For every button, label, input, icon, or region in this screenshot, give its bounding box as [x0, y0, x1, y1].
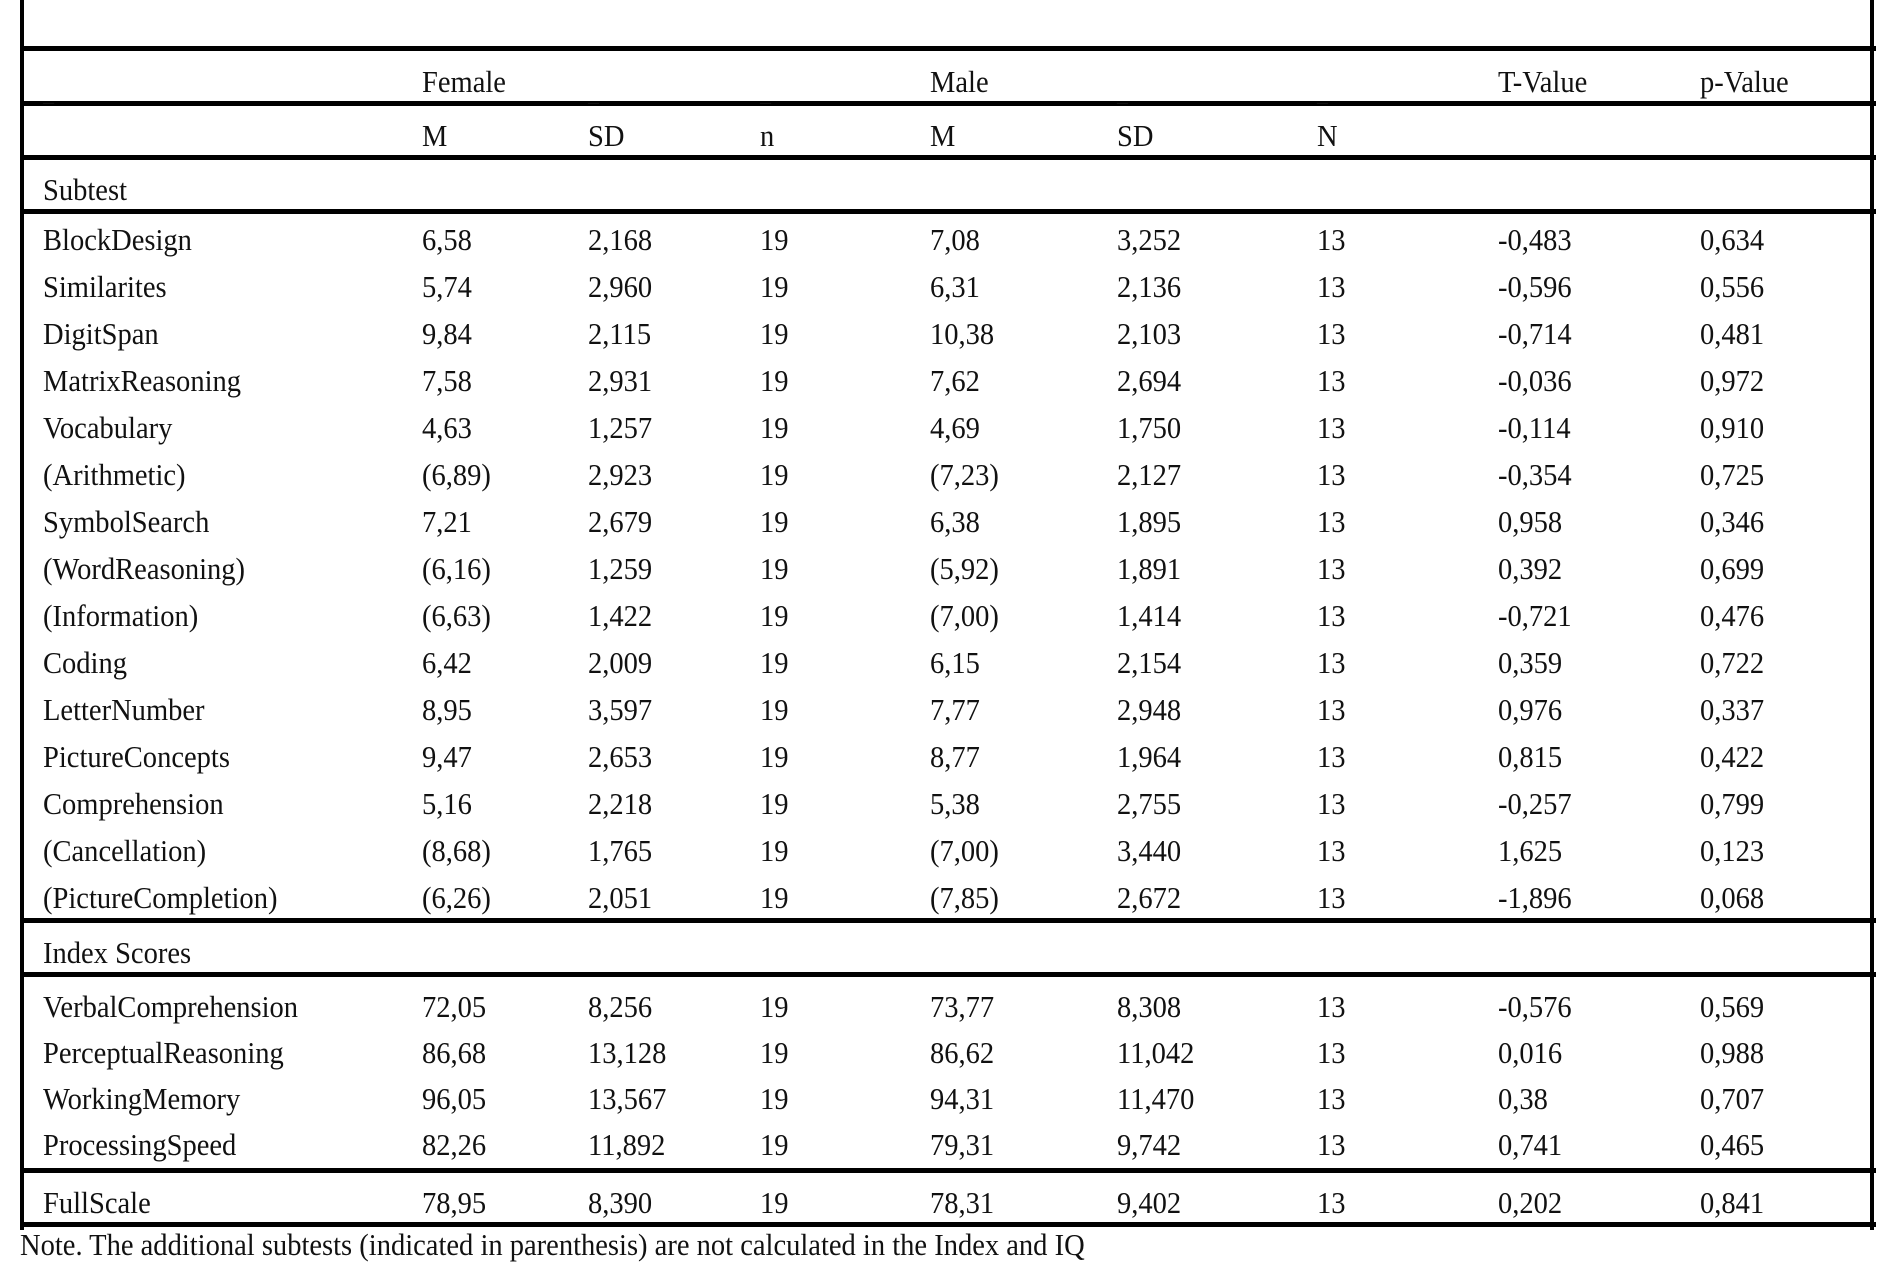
- p-value: 0,725: [1700, 457, 1765, 492]
- placeholder-dash: _: [588, 81, 599, 106]
- row-label: (Information): [43, 598, 199, 633]
- row-label: (WordReasoning): [43, 551, 246, 586]
- p-value: 0,465: [1700, 1127, 1765, 1162]
- t-value: -0,114: [1498, 410, 1571, 445]
- female-n: 19: [760, 222, 789, 257]
- female-sd: 2,168: [588, 222, 653, 257]
- section-title-index-scores: Index Scores: [43, 935, 192, 970]
- female-sd: 8,390: [588, 1185, 653, 1220]
- female-mean: 86,68: [422, 1035, 487, 1070]
- female-n: 19: [760, 739, 789, 774]
- male-n: 13: [1317, 410, 1346, 445]
- t-value: 0,016: [1498, 1035, 1563, 1070]
- male-n: 13: [1317, 269, 1346, 304]
- row-label: VerbalComprehension: [43, 989, 299, 1024]
- male-mean: 7,08: [930, 222, 980, 257]
- male-sd: 2,755: [1117, 786, 1182, 821]
- female-n: 19: [760, 363, 789, 398]
- header-female-n: n: [760, 118, 775, 153]
- female-sd: 3,597: [588, 692, 653, 727]
- placeholder-dash: _: [760, 81, 771, 106]
- t-value: -0,576: [1498, 989, 1572, 1024]
- male-sd: 2,672: [1117, 880, 1182, 915]
- male-n: 13: [1317, 786, 1346, 821]
- p-value: 0,346: [1700, 504, 1765, 539]
- male-mean: 6,15: [930, 645, 980, 680]
- p-value: 0,799: [1700, 786, 1765, 821]
- row-label: (Arithmetic): [43, 457, 186, 492]
- female-n: 19: [760, 1035, 789, 1070]
- header-female-sd: SD: [588, 118, 625, 153]
- male-sd: 1,891: [1117, 551, 1182, 586]
- male-mean: 94,31: [930, 1081, 995, 1116]
- row-label: Coding: [43, 645, 127, 680]
- header-male-n: N: [1317, 118, 1338, 153]
- female-sd: 2,653: [588, 739, 653, 774]
- rule-top: [20, 46, 1876, 51]
- female-sd: 8,256: [588, 989, 653, 1024]
- male-mean: (5,92): [930, 551, 999, 586]
- header-p-value: p-Value: [1700, 64, 1789, 99]
- male-sd: 1,964: [1117, 739, 1182, 774]
- male-mean: (7,23): [930, 457, 999, 492]
- male-n: 13: [1317, 598, 1346, 633]
- t-value: 0,815: [1498, 739, 1563, 774]
- header-female: Female: [422, 64, 506, 99]
- t-value: -0,721: [1498, 598, 1572, 633]
- p-value: 0,337: [1700, 692, 1765, 727]
- male-mean: 5,38: [930, 786, 980, 821]
- t-value: 0,976: [1498, 692, 1563, 727]
- male-sd: 11,470: [1117, 1081, 1195, 1116]
- male-n: 13: [1317, 645, 1346, 680]
- male-n: 13: [1317, 989, 1346, 1024]
- female-mean: (6,63): [422, 598, 491, 633]
- male-sd: 9,742: [1117, 1127, 1182, 1162]
- placeholder-dash: _: [43, 81, 54, 106]
- female-mean: 72,05: [422, 989, 487, 1024]
- t-value: -0,483: [1498, 222, 1572, 257]
- female-sd: 2,218: [588, 786, 653, 821]
- row-label: (Cancellation): [43, 833, 207, 868]
- p-value: 0,972: [1700, 363, 1765, 398]
- t-value: -0,354: [1498, 457, 1572, 492]
- rule-index-section-top: [20, 918, 1876, 923]
- female-n: 19: [760, 1185, 789, 1220]
- male-mean: 78,31: [930, 1185, 995, 1220]
- male-n: 13: [1317, 457, 1346, 492]
- male-mean: (7,00): [930, 833, 999, 868]
- p-value: 0,476: [1700, 598, 1765, 633]
- row-label: MatrixReasoning: [43, 363, 242, 398]
- male-n: 13: [1317, 1185, 1346, 1220]
- header-female-mean: M: [422, 118, 448, 153]
- t-value: 0,202: [1498, 1185, 1563, 1220]
- male-n: 13: [1317, 833, 1346, 868]
- female-mean: 5,74: [422, 269, 472, 304]
- row-label: Similarites: [43, 269, 167, 304]
- p-value: 0,422: [1700, 739, 1765, 774]
- female-n: 19: [760, 410, 789, 445]
- row-label: Vocabulary: [43, 410, 173, 445]
- p-value: 0,634: [1700, 222, 1765, 257]
- section-title-subtest: Subtest: [43, 172, 127, 207]
- female-n: 19: [760, 880, 789, 915]
- female-mean: 82,26: [422, 1127, 487, 1162]
- row-label: LetterNumber: [43, 692, 205, 727]
- male-n: 13: [1317, 504, 1346, 539]
- placeholder-dash: _: [1317, 81, 1328, 106]
- row-label: ProcessingSpeed: [43, 1127, 237, 1162]
- female-sd: 13,128: [588, 1035, 667, 1070]
- female-mean: 9,47: [422, 739, 472, 774]
- female-n: 19: [760, 645, 789, 680]
- male-sd: 3,252: [1117, 222, 1182, 257]
- male-sd: 2,103: [1117, 316, 1182, 351]
- t-value: 0,392: [1498, 551, 1563, 586]
- female-n: 19: [760, 989, 789, 1024]
- t-value: -0,257: [1498, 786, 1572, 821]
- female-sd: 13,567: [588, 1081, 667, 1116]
- p-value: 0,068: [1700, 880, 1765, 915]
- female-mean: 5,16: [422, 786, 472, 821]
- row-label: BlockDesign: [43, 222, 192, 257]
- t-value: -0,714: [1498, 316, 1572, 351]
- t-value: 1,625: [1498, 833, 1563, 868]
- p-value: 0,481: [1700, 316, 1765, 351]
- female-mean: 7,21: [422, 504, 472, 539]
- male-n: 13: [1317, 739, 1346, 774]
- row-label: FullScale: [43, 1185, 151, 1220]
- rule-header-1: [20, 101, 1876, 106]
- t-value: -0,036: [1498, 363, 1572, 398]
- p-value: 0,722: [1700, 645, 1765, 680]
- male-sd: 2,154: [1117, 645, 1182, 680]
- female-mean: (6,16): [422, 551, 491, 586]
- p-value: 0,699: [1700, 551, 1765, 586]
- female-sd: 1,765: [588, 833, 653, 868]
- male-mean: 7,62: [930, 363, 980, 398]
- female-mean: (8,68): [422, 833, 491, 868]
- t-value: 0,958: [1498, 504, 1563, 539]
- row-label: Comprehension: [43, 786, 224, 821]
- header-male-sd: SD: [1117, 118, 1154, 153]
- male-sd: 1,750: [1117, 410, 1182, 445]
- row-label: SymbolSearch: [43, 504, 210, 539]
- female-mean: 96,05: [422, 1081, 487, 1116]
- female-mean: 7,58: [422, 363, 472, 398]
- p-value: 0,569: [1700, 989, 1765, 1024]
- male-mean: 86,62: [930, 1035, 995, 1070]
- header-male-mean: M: [930, 118, 956, 153]
- female-n: 19: [760, 504, 789, 539]
- row-label: PictureConcepts: [43, 739, 230, 774]
- p-value: 0,988: [1700, 1035, 1765, 1070]
- male-n: 13: [1317, 692, 1346, 727]
- male-mean: (7,85): [930, 880, 999, 915]
- male-mean: 10,38: [930, 316, 995, 351]
- female-mean: (6,89): [422, 457, 491, 492]
- female-mean: 78,95: [422, 1185, 487, 1220]
- female-sd: 2,679: [588, 504, 653, 539]
- t-value: 0,359: [1498, 645, 1563, 680]
- male-n: 13: [1317, 1035, 1346, 1070]
- male-sd: 2,127: [1117, 457, 1182, 492]
- row-label: DigitSpan: [43, 316, 159, 351]
- female-mean: (6,26): [422, 880, 491, 915]
- male-mean: 8,77: [930, 739, 980, 774]
- placeholder-dash: _: [1117, 81, 1128, 106]
- male-mean: (7,00): [930, 598, 999, 633]
- male-sd: 1,414: [1117, 598, 1182, 633]
- female-sd: 1,259: [588, 551, 653, 586]
- female-mean: 4,63: [422, 410, 472, 445]
- row-label: WorkingMemory: [43, 1081, 241, 1116]
- female-sd: 11,892: [588, 1127, 666, 1162]
- t-value: 0,38: [1498, 1081, 1548, 1116]
- p-value: 0,556: [1700, 269, 1765, 304]
- male-n: 13: [1317, 1127, 1346, 1162]
- male-n: 13: [1317, 316, 1346, 351]
- female-n: 19: [760, 1127, 789, 1162]
- male-n: 13: [1317, 551, 1346, 586]
- p-value: 0,123: [1700, 833, 1765, 868]
- t-value: 0,741: [1498, 1127, 1563, 1162]
- male-mean: 6,31: [930, 269, 980, 304]
- female-mean: 9,84: [422, 316, 472, 351]
- male-mean: 79,31: [930, 1127, 995, 1162]
- female-mean: 8,95: [422, 692, 472, 727]
- male-sd: 9,402: [1117, 1185, 1182, 1220]
- female-sd: 2,051: [588, 880, 653, 915]
- male-sd: 8,308: [1117, 989, 1182, 1024]
- t-value: -1,896: [1498, 880, 1572, 915]
- female-n: 19: [760, 786, 789, 821]
- rule-fullscale-top: [20, 1168, 1876, 1173]
- male-sd: 1,895: [1117, 504, 1182, 539]
- row-label: (PictureCompletion): [43, 880, 278, 915]
- t-value: -0,596: [1498, 269, 1572, 304]
- rule-subtest-section: [20, 209, 1876, 214]
- male-mean: 4,69: [930, 410, 980, 445]
- male-sd: 3,440: [1117, 833, 1182, 868]
- rule-header-2: [20, 155, 1876, 160]
- female-n: 19: [760, 598, 789, 633]
- female-sd: 1,422: [588, 598, 653, 633]
- female-n: 19: [760, 1081, 789, 1116]
- female-mean: 6,42: [422, 645, 472, 680]
- female-n: 19: [760, 316, 789, 351]
- male-n: 13: [1317, 222, 1346, 257]
- male-n: 13: [1317, 1081, 1346, 1116]
- female-n: 19: [760, 457, 789, 492]
- header-t-value: T-Value: [1498, 64, 1588, 99]
- female-sd: 2,115: [588, 316, 652, 351]
- female-n: 19: [760, 833, 789, 868]
- female-n: 19: [760, 551, 789, 586]
- female-sd: 2,931: [588, 363, 653, 398]
- male-sd: 2,948: [1117, 692, 1182, 727]
- female-sd: 2,960: [588, 269, 653, 304]
- header-male: Male: [930, 64, 989, 99]
- male-mean: 7,77: [930, 692, 980, 727]
- female-n: 19: [760, 269, 789, 304]
- male-sd: 2,694: [1117, 363, 1182, 398]
- male-sd: 2,136: [1117, 269, 1182, 304]
- female-mean: 6,58: [422, 222, 472, 257]
- rule-index-section-bottom: [20, 972, 1876, 977]
- p-value: 0,707: [1700, 1081, 1765, 1116]
- p-value: 0,910: [1700, 410, 1765, 445]
- male-mean: 73,77: [930, 989, 995, 1024]
- male-n: 13: [1317, 363, 1346, 398]
- male-mean: 6,38: [930, 504, 980, 539]
- female-sd: 1,257: [588, 410, 653, 445]
- row-label: PerceptualReasoning: [43, 1035, 284, 1070]
- male-sd: 11,042: [1117, 1035, 1195, 1070]
- female-sd: 2,009: [588, 645, 653, 680]
- male-n: 13: [1317, 880, 1346, 915]
- female-n: 19: [760, 692, 789, 727]
- table-note: Note. The additional subtests (indicated in parenthesis) are not calculated in the Index and IQ: [20, 1227, 1085, 1262]
- p-value: 0,841: [1700, 1185, 1765, 1220]
- female-sd: 2,923: [588, 457, 653, 492]
